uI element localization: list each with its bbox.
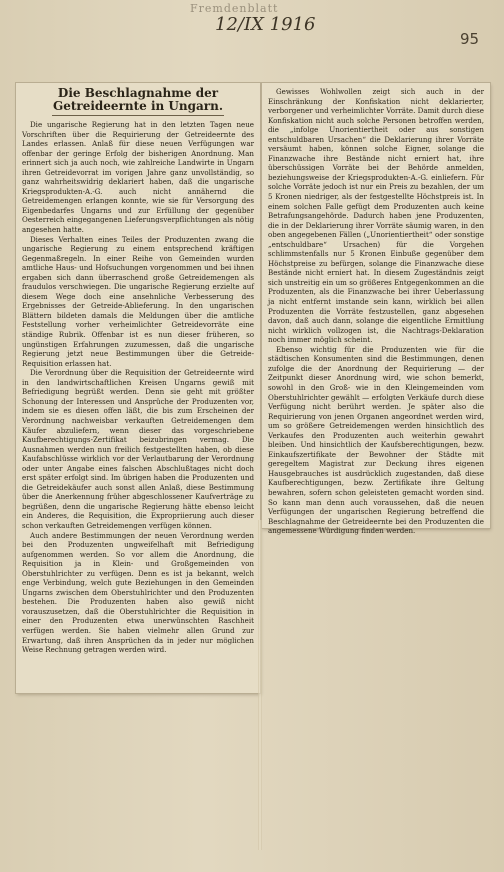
paragraph: Gewisses Wohlwollen zeigt sich auch in der Einschränkung der Konfiskation nicht deklarierter, verborgener und verheimlichter Vorräte. Damit durch diese Konfiskation nicht auch solche Personen betroffen werden, die „infolge Unorientiertheit oder aus sonstigen entschuldbaren Ursachen“ die Deklarierung ihrer Vorräte versäumt haben, können solche Eigner, solange die Finanzwache ihre Bestände nicht erniert hat, ihre überschüssigen Vorräte bei der Behörde anmelden, beziehungsweise der Kriegsprodukten-A.-G. einliefern. Für solche Vorräte jedoch ist nur ein Preis zu bezahlen, der um 5 Kronen niedriger, als der festgestellte Höchstpreis ist. In einem solchen Falle gefügt dem Produzenten auch keine Betrafungsangehörde. Dadurch haben jene Produzenten, die in der Deklarierung ihrer Vorräte säumig waren, in den oben angegebenen Fällen („Unorientiertheit“ oder sonstige „entschuldbare“ Ursachen) für die Vorgehen schlimmstenfalls nur 5 Kronen Einbuße gegenüber dem Höchstpreise zu befürgen, solange die Finanzwache diese Bestände nicht erniert hat. In diesem Zugeständnis zeigt sich unstreitig ein um so größeres Entgegenkommen an die Produzenten, als die Finanzwache bei ihrer Ueberlassung ja nicht entfernt imstande sein kann, wirklich bei allen Produzenten die Vorräte festzustellen, ganz abgesehen davon, daß auch dann, solange die eigentliche Ermittlung nicht wirklich vollzogen ist, die Nachtrags-Deklaration noch immer möglich scheint. — [268, 87, 484, 345]
paragraph: Dieses Verhalten eines Teiles der Produzenten zwang die ungarische Regierung zu einem entsprechend kräftigen Gegenmaßregeln. In einer Reihe von Gemeinden wurden amtliche Haus- und Hofsuchungen vorgenommen und bei ihnen ergaben sich dann überraschend große Getreidemengen als fraudulos verschwiegen. Die ungarische Regierung erzielte auf diesem Wege doch eine ansehnliche Verbesserung des Ergebnisses der Getreide-Ablieferung. In den ungarischen Blättern bildeten damals die Meldungen über die amtliche Feststellung vorher verheimlichter Getreidevorräte eine ständige Rubrik. Offenbar ist es nun dieser früheren, so ungünstigen Erfahrungen zuzumessen, daß die ungarische Regierung jetzt neue Bestimmungen über die Getreide-Requisition erlassen hat. — [22, 234, 254, 368]
page-number: 95 — [460, 30, 480, 48]
paragraph: Die Verordnung über die Requisition der Getreideernte wird in den landwirtschaftlichen Kreisen Ungarns gewiß mit Befriedigung begrüßt werden. Denn sie geht mit größter Schonung der Interessen und Ansprüche der Produzenten vor, indem sie es diesen offen läßt, die bis zum Erscheinen der Verordnung nachweisbar verkauften Getreidemengen dem Käufer abzuliefern, wenn dieser das vorgeschriebene Kaufberechtigungs-Zertifikat beizubringen vermag. Die Ausnahmen werden nun freilich festgestellten haben, ob diese Kaufabschlüsse wirklich vor der Verlautbarung der Verordnung oder unter Angabe eines falschen Abschlußtages nicht doch erst später erfolgt sind. Im übrigen haben die Produzenten und die Getreidekäufer auch sonst allen Anlaß, diese Bestimmung über die Anerkennung früher abgeschlossener Kaufverträge zu begrüßen, denn die ungarische Regierung hätte ebenso leicht ein Anderes, die Requisition, die Expropriierung auch dieser schon verkauften Getreidemengen verfügen können. — [22, 368, 254, 530]
right-column-text — [262, 83, 490, 536]
article-headline: Die Beschlagnahme der Getreideernte in Ungarn. — [52, 86, 224, 113]
handwritten-date: 12/IX 1916 — [215, 14, 316, 35]
paragraph: Auch andere Bestimmungen der neuen Verordnung werden bei den Produzenten ungweifelhaft mit Befriedigung aufgenommen werden. So vor allem die Anordnung, die Requisition ja in Klein- und Großgemeinden von Oberstuhlrichter zu verfügen. Denn es ist ja bekannt, welch enge Verbindung, welch gute Beziehungen in den Gemeinden Ungarns zwischen dem Oberstuhlrichter und den Produzenten bestehen. Die Produzenten haben also gewiß nicht vorauszusetzen, daß die Oberstuhlrichter die Requisition in einer den Produzenten etwa unerwünschten Raschheit verfügen werden. Sie haben vielmehr allen Grund zur Erwartung, daß ihren Ansprüchen da in jeder nur möglichen Weise Rechnung getragen werden wird. — [22, 530, 254, 655]
page-fold — [258, 520, 262, 850]
paragraph: Ebenso wichtig für die Produzenten wie für die städtischen Konsumenten sind die Bestimmungen, denen zufolge die der Anordnung der Requirierung — der Zeitpunkt dieser Anordnung wird, wie schon bemerkt, sowohl in den Groß- wie in den Kleingemeinden vom Oberstuhlrichter gewählt — erfolgten Verkäufe durch diese Verfügung nicht berührt werden. Je später also die Requirierung von jenen Organen angeordnet werden wird, um so größere Getreidemengen werden hinsichtlich des Verkaufes den Produzenten auch weiterhin gewahrt bleiben. Und hinsichtlich der Kaufsberechtigungen, bezw. Einkaufszertifikate der Bewohner der Städte mit geregeltem Magistrat zur Deckung ihres eigenen Hausgebrauches ist ausdrücklich zugestanden, daß diese Kaufberechtigungen, bezw. Zertifikate ihre Geltung bewahren, sofern schon geleisteten gemacht worden sind. So kann man denn auch voraussehen, daß die neuen Verfügungen der ungarischen Regierung betreffend die Beschlagnahme der Getreideernte bei den Produzenten die angemessene Würdigung finden werden. — [268, 344, 484, 536]
masthead-text: Fremdenblatt — [190, 2, 279, 15]
paragraph: Die ungarische Regierung hat in den letzten Tagen neue Vorschriften über die Requirierung der Getreideernte des Landes erlassen. Anlaß für diese neuen Verfügungen war offenbar der geringe Erfolg der bisherigen Anordnung. Man erinnert sich ja auch noch, wie zahlreiche Landwirte in Ungarn ihren Getreidevorrat im vorigen Jahre ganz unvollständig, so ganz wahrheitswidrig deklariert haben, daß die ungarische Kriegsprodukten-A.-G. auch nicht annähernd die Getreidemengen erlangen konnte, wie sie für Versorgung des Eigenbedarfes Ungarns und zur Erfüllung der gegenüber Oesterreich eingegangenen Lieferungsverpflichtungen als nötig angesehen hatte. — [22, 120, 254, 235]
clipping-left-column — [16, 83, 260, 693]
headline-rule — [52, 115, 224, 116]
clipping-right-column — [262, 83, 490, 536]
left-column-text — [16, 83, 260, 655]
